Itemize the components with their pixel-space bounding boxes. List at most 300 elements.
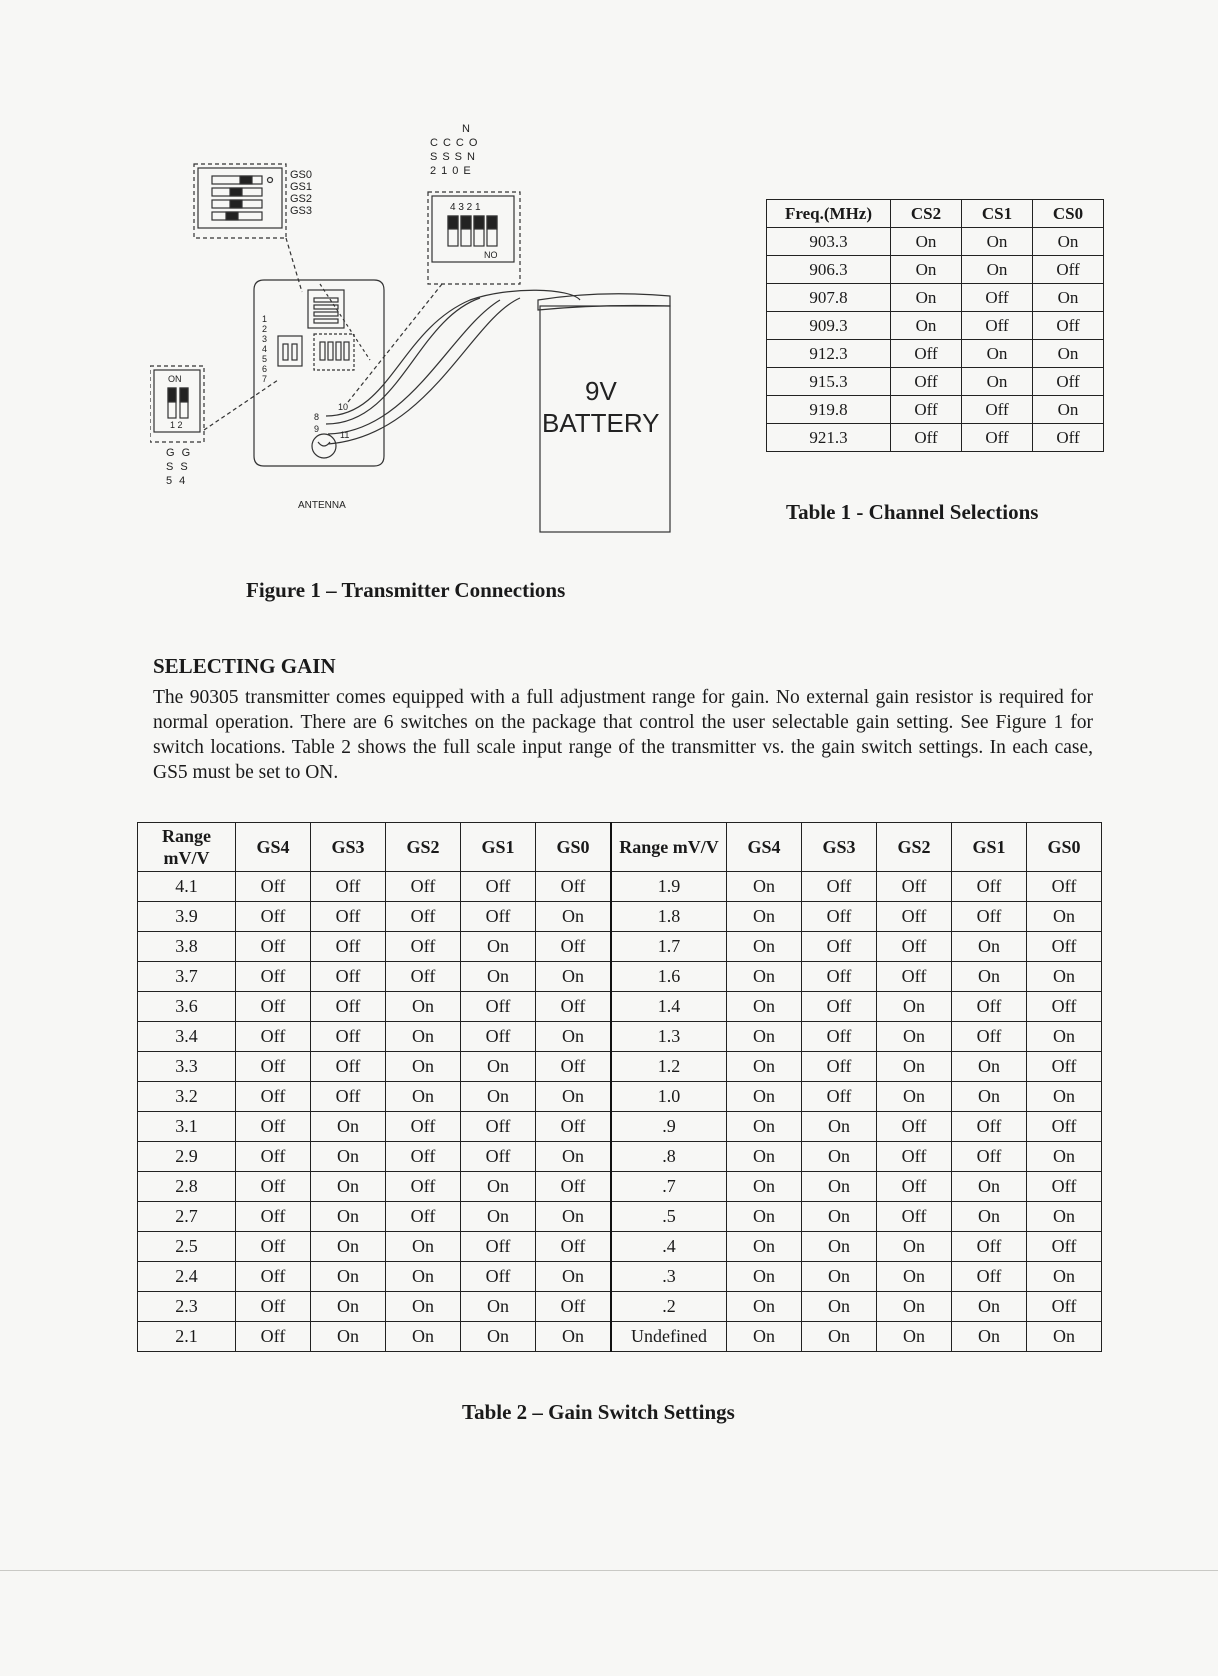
channel-table-header-row xyxy=(767,200,1104,228)
gain-col-gs0-left: GS0 xyxy=(536,823,612,872)
table-cell: Off xyxy=(962,396,1033,424)
table-cell: Off xyxy=(891,368,962,396)
table-cell: On xyxy=(461,1172,536,1202)
table-cell: On xyxy=(877,1322,952,1352)
table-cell: Off xyxy=(386,1202,461,1232)
table-cell: On xyxy=(386,1052,461,1082)
table-cell: Off xyxy=(952,902,1027,932)
table-cell: On xyxy=(802,1322,877,1352)
table-cell: On xyxy=(802,1142,877,1172)
pin-label-9: 9 xyxy=(314,424,320,434)
table-cell: On xyxy=(1033,228,1104,256)
table-cell: Off xyxy=(236,1202,311,1232)
table-cell: Off xyxy=(802,1052,877,1082)
table-cell: 3.6 xyxy=(138,992,236,1022)
table-cell: Off xyxy=(236,1112,311,1142)
gs54-label-row-2: 5 4 xyxy=(166,475,188,487)
table-cell: On xyxy=(461,962,536,992)
gain-table-caption: Table 2 – Gain Switch Settings xyxy=(462,1400,735,1424)
channel-col-cs2: CS2 xyxy=(891,200,962,228)
table-cell: 3.8 xyxy=(138,932,236,962)
cs-header-row-0: N xyxy=(462,123,470,135)
transmitter-board xyxy=(254,280,384,466)
table-cell: 3.9 xyxy=(138,902,236,932)
channel-col-cs0: CS0 xyxy=(1033,200,1104,228)
table-cell: Off xyxy=(877,872,952,902)
table-cell: On xyxy=(536,902,612,932)
table-cell: Off xyxy=(386,902,461,932)
table-cell: Off xyxy=(1027,1172,1102,1202)
table-cell: Off xyxy=(952,1112,1027,1142)
table-cell: Off xyxy=(461,1022,536,1052)
gain-col-gs2-left: GS2 xyxy=(386,823,461,872)
table-cell: Off xyxy=(802,902,877,932)
cs-no-label: NO xyxy=(484,250,498,260)
table-cell: On xyxy=(877,1292,952,1322)
table-cell: On xyxy=(952,1202,1027,1232)
table-cell: .4 xyxy=(611,1232,727,1262)
table-cell: Off xyxy=(877,1172,952,1202)
gain-table-row xyxy=(138,1172,1102,1202)
table-cell: On xyxy=(311,1112,386,1142)
gain-table-row xyxy=(138,902,1102,932)
table-cell: Off xyxy=(877,1112,952,1142)
table-cell: Off xyxy=(386,1112,461,1142)
table-cell: 1.0 xyxy=(611,1082,727,1112)
table-cell: Off xyxy=(1033,256,1104,284)
table-cell: Off xyxy=(536,1292,612,1322)
table-cell: On xyxy=(802,1172,877,1202)
table-cell: On xyxy=(1027,962,1102,992)
table-cell: On xyxy=(727,1142,802,1172)
table-cell: Off xyxy=(952,1262,1027,1292)
table-cell: 2.8 xyxy=(138,1172,236,1202)
table-cell: 1.6 xyxy=(611,962,727,992)
table-cell: On xyxy=(877,992,952,1022)
section-paragraph: The 90305 transmitter comes equipped with a full adjustment range for gain. No external gain resistor is required for normal operation. There are 6 switches on the package that control the user selectable gain setting. See Figure 1 for switch locations. Table 2 shows the full scale input range of the transmitter vs. the gain switch settings. In each case, GS5 must be set to ON. xyxy=(153,687,1093,783)
table-cell: On xyxy=(461,1052,536,1082)
table-cell: On xyxy=(536,1082,612,1112)
gain-col-gs4-left: GS4 xyxy=(236,823,311,872)
table-cell: 2.9 xyxy=(138,1142,236,1172)
table-cell: Off xyxy=(891,424,962,452)
table-cell: Off xyxy=(536,872,612,902)
pin-label-5: 5 xyxy=(262,354,268,364)
table-cell: Off xyxy=(952,1142,1027,1172)
table-cell: On xyxy=(727,1022,802,1052)
table-cell: On xyxy=(461,1322,536,1352)
battery-label-9v: 9V xyxy=(585,376,617,406)
table-cell: Undefined xyxy=(611,1322,727,1352)
table-cell: 1.7 xyxy=(611,932,727,962)
table-cell: On xyxy=(727,1292,802,1322)
gs54-on-label: ON xyxy=(168,374,182,384)
table-cell: On xyxy=(952,1172,1027,1202)
gain-table-row xyxy=(138,932,1102,962)
table-cell: .5 xyxy=(611,1202,727,1232)
table-cell: Off xyxy=(386,962,461,992)
gs-label-0: GS0 xyxy=(290,169,313,181)
table-cell: Off xyxy=(461,1112,536,1142)
page-edge-rule xyxy=(0,1570,1218,1571)
table-cell: 912.3 xyxy=(767,340,891,368)
table-cell: Off xyxy=(877,932,952,962)
table-cell: Off xyxy=(952,992,1027,1022)
gs-label-3: GS3 xyxy=(290,205,313,217)
gain-table-row xyxy=(138,1202,1102,1232)
table-cell: On xyxy=(386,1082,461,1112)
table-cell: Off xyxy=(952,872,1027,902)
gs54-label-row-1: S S xyxy=(166,461,190,473)
gain-table-row xyxy=(138,872,1102,902)
table-cell: 2.4 xyxy=(138,1262,236,1292)
channel-table-row xyxy=(767,312,1104,340)
table-cell: Off xyxy=(1027,1292,1102,1322)
gain-col-gs3-right: GS3 xyxy=(802,823,877,872)
table-cell: Off xyxy=(461,992,536,1022)
table-cell: On xyxy=(386,1322,461,1352)
table-cell: Off xyxy=(1033,312,1104,340)
channel-table-caption: Table 1 - Channel Selections xyxy=(786,500,1039,524)
table-cell: On xyxy=(962,340,1033,368)
gain-table-body xyxy=(138,872,1102,1352)
table-cell: On xyxy=(877,1232,952,1262)
cs-switch-numbers: 4 3 2 1 xyxy=(450,202,481,213)
table-cell: .9 xyxy=(611,1112,727,1142)
table-cell: Off xyxy=(461,1142,536,1172)
table-cell: Off xyxy=(952,1022,1027,1052)
table-cell: Off xyxy=(461,872,536,902)
table-cell: On xyxy=(1027,1202,1102,1232)
pin-label-11: 11 xyxy=(340,430,350,440)
gain-col-gs2-right: GS2 xyxy=(877,823,952,872)
table-cell: Off xyxy=(311,902,386,932)
table-cell: On xyxy=(536,1022,612,1052)
pin-label-8: 8 xyxy=(314,412,320,422)
pin-label-2: 2 xyxy=(262,324,268,334)
table-cell: 2.1 xyxy=(138,1322,236,1352)
table-cell: Off xyxy=(236,872,311,902)
table-cell: 3.1 xyxy=(138,1112,236,1142)
table-cell: Off xyxy=(1027,1052,1102,1082)
table-cell: .2 xyxy=(611,1292,727,1322)
table-cell: Off xyxy=(386,1142,461,1172)
table-cell: Off xyxy=(236,932,311,962)
table-cell: On xyxy=(891,256,962,284)
table-cell: Off xyxy=(802,962,877,992)
table-cell: On xyxy=(727,1112,802,1142)
table-cell: On xyxy=(952,1292,1027,1322)
cs-header-row-1: CCCO xyxy=(430,137,483,149)
table-cell: On xyxy=(802,1292,877,1322)
table-cell: Off xyxy=(311,1052,386,1082)
table-cell: On xyxy=(952,962,1027,992)
table-cell: Off xyxy=(236,1172,311,1202)
pin-label-1: 1 xyxy=(262,314,268,324)
table-cell: Off xyxy=(1033,424,1104,452)
table-cell: 2.3 xyxy=(138,1292,236,1322)
table-cell: Off xyxy=(236,1052,311,1082)
table-cell: Off xyxy=(461,1262,536,1292)
gain-table-row xyxy=(138,1322,1102,1352)
table-cell: Off xyxy=(236,902,311,932)
table-cell: Off xyxy=(877,962,952,992)
table-cell: Off xyxy=(1027,1232,1102,1262)
gain-table-row xyxy=(138,992,1102,1022)
table-cell: On xyxy=(386,1292,461,1322)
table-cell: On xyxy=(877,1052,952,1082)
table-cell: Off xyxy=(236,1022,311,1052)
table-cell: Off xyxy=(962,284,1033,312)
table-cell: 1.2 xyxy=(611,1052,727,1082)
table-cell: On xyxy=(877,1262,952,1292)
gs-label-1: GS1 xyxy=(290,181,313,193)
table-cell: 921.3 xyxy=(767,424,891,452)
table-cell: On xyxy=(1027,1022,1102,1052)
table-cell: On xyxy=(311,1322,386,1352)
table-cell: On xyxy=(1027,1262,1102,1292)
table-cell: On xyxy=(891,228,962,256)
gain-switch-table xyxy=(137,822,1102,1352)
table-cell: On xyxy=(311,1142,386,1172)
gain-col-range-right: Range mV/V xyxy=(611,823,727,872)
table-cell: Off xyxy=(311,1082,386,1112)
table-cell: On xyxy=(802,1112,877,1142)
table-cell: On xyxy=(952,1082,1027,1112)
section-title: SELECTING GAIN xyxy=(153,654,336,678)
table-cell: Off xyxy=(461,1232,536,1262)
table-cell: Off xyxy=(311,932,386,962)
gain-col-gs0-right: GS0 xyxy=(1027,823,1102,872)
table-cell: On xyxy=(877,1082,952,1112)
table-cell: On xyxy=(311,1262,386,1292)
table-cell: .3 xyxy=(611,1262,727,1292)
gain-table-row xyxy=(138,1142,1102,1172)
cs-header-row-2: SSSN xyxy=(430,151,480,163)
pin-label-6: 6 xyxy=(262,364,268,374)
channel-table-row xyxy=(767,396,1104,424)
table-cell: On xyxy=(1027,1082,1102,1112)
table-cell: On xyxy=(536,1202,612,1232)
table-cell: On xyxy=(727,1202,802,1232)
table-cell: Off xyxy=(236,992,311,1022)
table-cell: On xyxy=(727,1262,802,1292)
table-cell: On xyxy=(952,932,1027,962)
table-cell: Off xyxy=(386,872,461,902)
transmitter-diagram xyxy=(150,120,730,570)
transmitter-figure xyxy=(150,120,730,570)
gs-label-2: GS2 xyxy=(290,193,313,205)
table-cell: Off xyxy=(536,1172,612,1202)
gain-table-row xyxy=(138,962,1102,992)
table-cell: On xyxy=(1027,902,1102,932)
table-cell: Off xyxy=(802,1082,877,1112)
table-cell: On xyxy=(1033,284,1104,312)
table-cell: Off xyxy=(1027,872,1102,902)
table-cell: On xyxy=(461,1082,536,1112)
gain-table-row xyxy=(138,1292,1102,1322)
table-cell: Off xyxy=(891,340,962,368)
gain-col-gs1-right: GS1 xyxy=(952,823,1027,872)
table-cell: On xyxy=(727,1322,802,1352)
table-cell: Off xyxy=(1027,992,1102,1022)
gain-col-range-left: Range mV/V xyxy=(138,823,236,872)
table-cell: Off xyxy=(311,1022,386,1052)
table-cell: 2.5 xyxy=(138,1232,236,1262)
table-cell: On xyxy=(891,284,962,312)
table-cell: Off xyxy=(236,1142,311,1172)
table-cell: On xyxy=(727,962,802,992)
table-cell: On xyxy=(727,932,802,962)
table-cell: On xyxy=(536,962,612,992)
gain-col-gs1-left: GS1 xyxy=(461,823,536,872)
table-cell: On xyxy=(962,256,1033,284)
table-cell: On xyxy=(1027,1322,1102,1352)
table-cell: On xyxy=(461,1202,536,1232)
channel-table-row xyxy=(767,368,1104,396)
gain-table-row xyxy=(138,1112,1102,1142)
gs54-switch-numbers: 1 2 xyxy=(170,420,183,430)
channel-table-row xyxy=(767,424,1104,452)
table-cell: 1.9 xyxy=(611,872,727,902)
table-cell: Off xyxy=(236,1292,311,1322)
table-cell: On xyxy=(952,1322,1027,1352)
gain-table-row xyxy=(138,1082,1102,1112)
table-cell: Off xyxy=(952,1232,1027,1262)
pin-label-3: 3 xyxy=(262,334,268,344)
pin-label-7: 7 xyxy=(262,374,268,384)
table-cell: Off xyxy=(877,1142,952,1172)
table-cell: On xyxy=(386,1022,461,1052)
table-cell: On xyxy=(386,992,461,1022)
channel-table-row xyxy=(767,284,1104,312)
table-cell: On xyxy=(536,1322,612,1352)
table-cell: Off xyxy=(891,396,962,424)
table-cell: On xyxy=(727,1052,802,1082)
table-cell: Off xyxy=(1027,932,1102,962)
table-cell: On xyxy=(727,1232,802,1262)
gain-table-header-row xyxy=(138,823,1102,872)
table-cell: 3.2 xyxy=(138,1082,236,1112)
table-cell: Off xyxy=(536,1232,612,1262)
table-cell: On xyxy=(311,1172,386,1202)
table-cell: On xyxy=(461,932,536,962)
table-cell: On xyxy=(311,1232,386,1262)
table-cell: On xyxy=(311,1292,386,1322)
gain-table-row xyxy=(138,1052,1102,1082)
channel-table-row xyxy=(767,340,1104,368)
table-cell: 919.8 xyxy=(767,396,891,424)
table-cell: On xyxy=(536,1262,612,1292)
table-cell: 1.8 xyxy=(611,902,727,932)
antenna-label: ANTENNA xyxy=(298,500,346,511)
gain-table-row xyxy=(138,1262,1102,1292)
table-cell: Off xyxy=(236,1232,311,1262)
table-cell: Off xyxy=(236,962,311,992)
table-cell: Off xyxy=(311,962,386,992)
table-cell: On xyxy=(802,1262,877,1292)
table-cell: Off xyxy=(962,312,1033,340)
table-cell: On xyxy=(891,312,962,340)
gain-table-row xyxy=(138,1022,1102,1052)
table-cell: 915.3 xyxy=(767,368,891,396)
channel-selections-table xyxy=(766,199,1104,452)
table-cell: On xyxy=(877,1022,952,1052)
table-cell: Off xyxy=(386,1172,461,1202)
table-cell: Off xyxy=(536,1052,612,1082)
table-cell: On xyxy=(1027,1142,1102,1172)
table-cell: 1.3 xyxy=(611,1022,727,1052)
table-cell: Off xyxy=(236,1082,311,1112)
table-cell: On xyxy=(386,1262,461,1292)
table-cell: .7 xyxy=(611,1172,727,1202)
table-cell: On xyxy=(962,228,1033,256)
gain-col-gs3-left: GS3 xyxy=(311,823,386,872)
battery-terminal xyxy=(538,294,670,310)
pin-label-10: 10 xyxy=(338,402,349,412)
table-cell: On xyxy=(1033,340,1104,368)
table-cell: Off xyxy=(536,992,612,1022)
table-cell: Off xyxy=(877,1202,952,1232)
table-cell: On xyxy=(1033,396,1104,424)
table-cell: Off xyxy=(536,1112,612,1142)
table-cell: 909.3 xyxy=(767,312,891,340)
table-cell: On xyxy=(962,368,1033,396)
table-cell: On xyxy=(386,1232,461,1262)
table-cell: On xyxy=(802,1232,877,1262)
table-cell: Off xyxy=(802,872,877,902)
table-cell: Off xyxy=(962,424,1033,452)
table-cell: On xyxy=(727,872,802,902)
table-cell: Off xyxy=(802,932,877,962)
table-cell: 3.3 xyxy=(138,1052,236,1082)
table-cell: Off xyxy=(1033,368,1104,396)
table-cell: Off xyxy=(802,1022,877,1052)
table-cell: On xyxy=(727,1172,802,1202)
gs54-label-row-0: G G xyxy=(166,447,193,459)
channel-table-row xyxy=(767,256,1104,284)
figure-caption: Figure 1 – Transmitter Connections xyxy=(246,578,566,602)
table-cell: 2.7 xyxy=(138,1202,236,1232)
channel-col-cs1: CS1 xyxy=(962,200,1033,228)
table-cell: Off xyxy=(311,992,386,1022)
table-cell: 4.1 xyxy=(138,872,236,902)
table-cell: On xyxy=(727,1082,802,1112)
table-cell: On xyxy=(461,1292,536,1322)
table-cell: 1.4 xyxy=(611,992,727,1022)
table-cell: Off xyxy=(236,1322,311,1352)
pin-label-4: 4 xyxy=(262,344,268,354)
table-cell: Off xyxy=(536,932,612,962)
table-cell: On xyxy=(952,1052,1027,1082)
table-cell: Off xyxy=(802,992,877,1022)
table-cell: 3.7 xyxy=(138,962,236,992)
table-cell: 3.4 xyxy=(138,1022,236,1052)
gain-table-row xyxy=(138,1232,1102,1262)
cs-header-row-3: 210E xyxy=(430,165,476,177)
table-cell: 907.8 xyxy=(767,284,891,312)
channel-col-freq: Freq.(MHz) xyxy=(767,200,891,228)
table-cell: On xyxy=(727,992,802,1022)
table-cell: Off xyxy=(877,902,952,932)
table-cell: On xyxy=(727,902,802,932)
channel-table-row xyxy=(767,228,1104,256)
table-cell: 906.3 xyxy=(767,256,891,284)
table-cell: .8 xyxy=(611,1142,727,1172)
table-cell: On xyxy=(536,1142,612,1172)
table-cell: Off xyxy=(1027,1112,1102,1142)
table-cell: Off xyxy=(386,932,461,962)
